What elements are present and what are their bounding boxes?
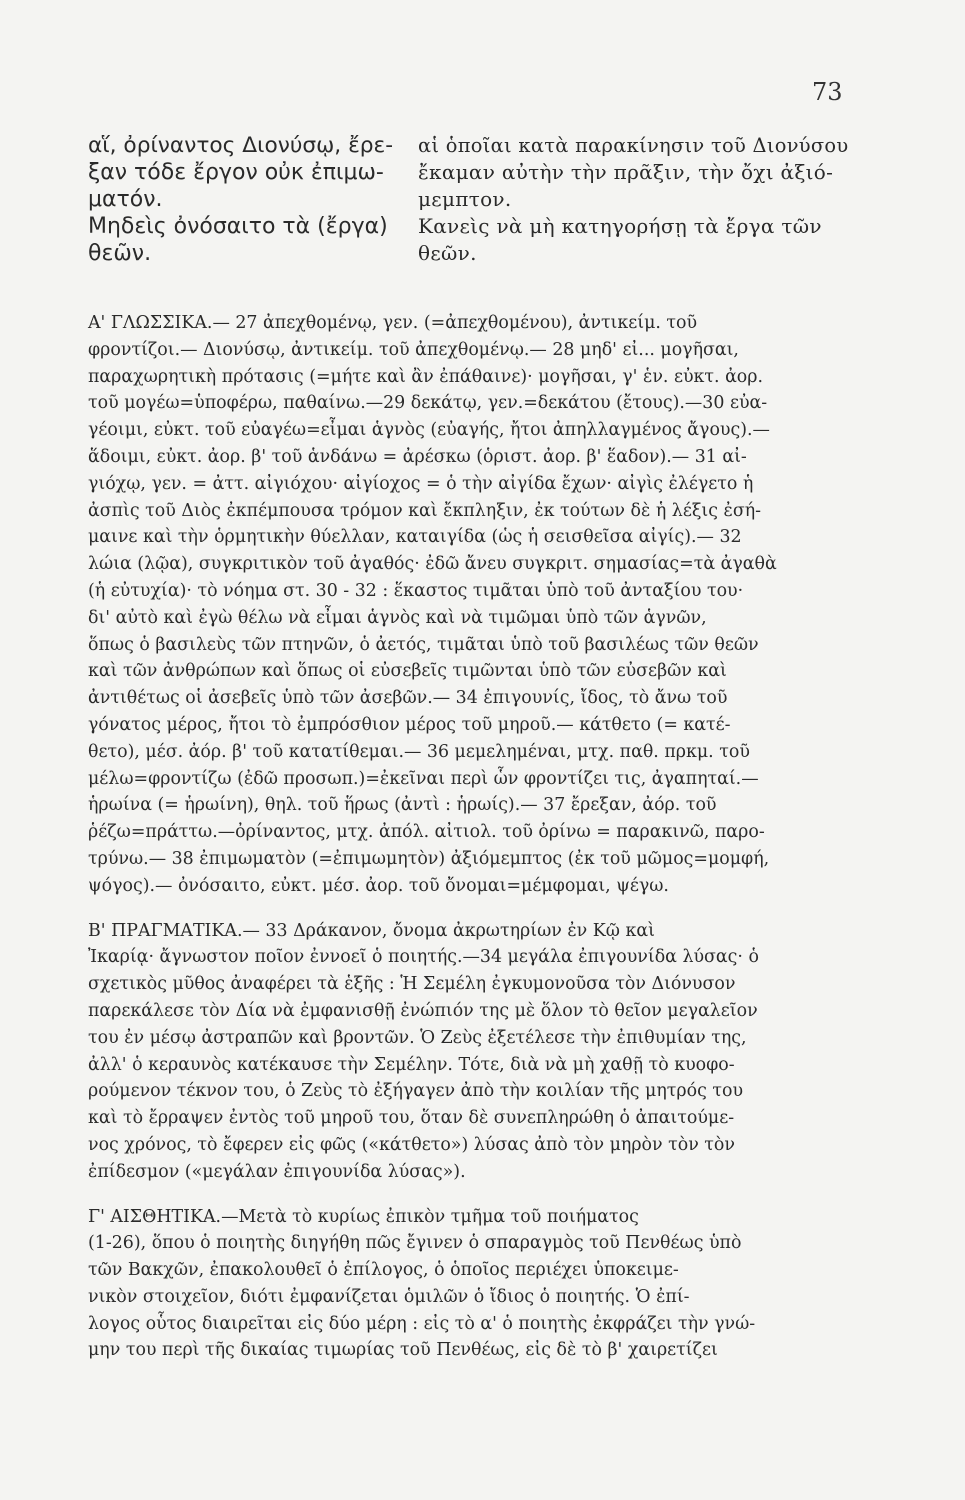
text-line: δι' αὐτὸ καὶ ἐγὼ θέλω νὰ εἶμαι ἁγνὸς καὶ νὰ τιμῶμαι ὑπὸ τῶν ἁγνῶν, <box>88 607 707 628</box>
text-line: μην του περὶ τῆς δικαίας τιμωρίας τοῦ Πενθέως, εἰς δὲ τὸ β' χαιρετίζει <box>88 1340 718 1361</box>
text-line: ῥέζω=πράττω.—ὀρίναντος, μτχ. ἀπόλ. αἰτιολ. τοῦ ὀρίνω = παρακινῶ, παρο- <box>88 822 765 843</box>
translation-line: Κανεὶς νὰ μὴ κατηγορήσῃ τὰ ἔργα τῶν <box>418 214 822 238</box>
text-line: τοῦ μογέω=ὑποφέρω, παθαίνω.—29 δεκάτῳ, γεν.=δεκάτου (ἔτους).—30 εὐα- <box>88 393 768 414</box>
section-factual <box>88 918 853 1186</box>
verse-line: θεῶν. <box>88 241 152 266</box>
text-line: ἀσπὶς τοῦ Διὸς ἐκπέμπουσα τρόμον καὶ ἔκπληξιν, ἐκ τούτων δὲ ἡ λέξις ἐσή- <box>88 500 762 521</box>
text-line: μέλω=φροντίζω (ἐδῶ προσωπ.)=ἐκεῖναι περὶ ὧν φροντίζει τις, ἀγαπηταί.— <box>88 768 759 789</box>
verse-line: Μηδεὶς ὀνόσαιτο τὰ (ἔργα) <box>88 214 388 239</box>
section-linguistic <box>88 310 853 900</box>
text-line: παραχωρητικὴ πρότασις (=μήτε καὶ ἂν ἐπάθαινε)· μογῆσαι, γ' ἑν. εὐκτ. ἀορ. <box>88 366 764 387</box>
text-line: Β' ΠΡΑΓΜΑΤΙΚΑ.— 33 Δράκανον, ὄνομα ἀκρωτηρίων ἐν Κῷ καὶ <box>88 920 655 941</box>
text-line: γιόχῳ, γεν. = ἀττ. αἰγιόχου· αἰγίοχος = ὁ τὴν αἰγίδα ἔχων· αἰγὶς ἐλέγετο ἡ <box>88 473 754 494</box>
verse-line: αἵ, ὀρίναντος Διονύσῳ, ἔρε- <box>88 133 394 158</box>
text-line: ψόγος).— ὀνόσαιτο, εὐκτ. μέσ. ἀορ. τοῦ ὄνομαι=μέμφομαι, ψέγω. <box>88 875 669 896</box>
text-line: ἡρωίνα (= ἡρωίνη), θηλ. τοῦ ἥρως (ἀντὶ : ἡρωίς).— 37 ἔρεξαν, ἀόρ. τοῦ <box>88 795 717 816</box>
verse-line: ξαν τόδε ἔργον οὐκ ἐπιμω- <box>88 160 384 185</box>
text-line: μαινε καὶ τὴν ὁρμητικὴν θύελλαν, καταιγίδα (ὡς ἡ σεισθεῖσα αἰγίς).— 32 <box>88 527 742 548</box>
text-line: (1-26), ὅπου ὁ ποιητὴς διηγήθη πῶς ἔγινεν ὁ σπαραγμὸς τοῦ Πενθέως ὑπὸ <box>88 1233 742 1254</box>
text-line: νικὸν στοιχεῖον, διότι ἐμφανίζεται ὁμιλῶν ὁ ἴδιος ὁ ποιητής. Ὁ ἐπί- <box>88 1286 690 1307</box>
text-line: γόνατος μέρος, ἤτοι τὸ ἐμπρόσθιον μέρος τοῦ μηροῦ.— κάτθετο (= κατέ- <box>88 714 731 735</box>
text-line: τρύνω.— 38 ἐπιμωματὸν (=ἐπιμωμητὸν) ἀξιόμεμπτος (ἐκ τοῦ μῶμος=μομφή, <box>88 848 770 869</box>
text-line: λώια (λῷα), συγκριτικὸν τοῦ ἀγαθός· ἐδῶ ἄνευ συγκριτ. σημασίας=τὰ ἀγαθὰ <box>88 554 777 575</box>
text-line: καὶ τὸ ἔρραψεν ἐντὸς τοῦ μηροῦ του, ὅταν δὲ συνεπληρώθη ὁ ἀπαιτούμε- <box>88 1108 735 1129</box>
translation-line: μεμπτον. <box>418 187 512 211</box>
text-line: ὅπως ὁ βασιλεὺς τῶν πτηνῶν, ὁ ἀετός, τιμᾶται ὑπὸ τοῦ βασιλέως τῶν θεῶν <box>88 634 759 655</box>
text-line: (ἡ εὐτυχία)· τὸ νόημα στ. 30 - 32 : ἕκαστος τιμᾶται ὑπὸ τοῦ ἀνταξίου του· <box>88 580 744 601</box>
text-line: σχετικὸς μῦθος ἀναφέρει τὰ ἑξῆς : Ἡ Σεμέλη ἐγκυμονοῦσα τὸν Διόνυσον <box>88 974 736 995</box>
text-line: του ἐν μέσῳ ἀστραπῶν καὶ βροντῶν. Ὁ Ζεὺς ἐξετέλεσε τὴν ἐπιθυμίαν της, <box>88 1027 747 1048</box>
translation-line: θεῶν. <box>418 241 477 265</box>
text-line: Γ' ΑΙΣΘΗΤΙΚΑ.—Μετὰ τὸ κυρίως ἐπικὸν τμῆμα τοῦ ποιήματος <box>88 1206 639 1227</box>
text-line: Ἰκαρίᾳ· ἄγνωστον ποῖον ἐννοεῖ ὁ ποιητής.—34 μεγάλα ἐπιγουνίδα λύσας· ὁ <box>88 947 759 968</box>
section-aesthetic <box>88 1204 853 1365</box>
text-line: λογος οὗτος διαιρεῖται εἰς δύο μέρη : εἰς τὸ α' ὁ ποιητὴς ἐκφράζει τὴν γνώ- <box>88 1313 756 1334</box>
translation-line: ἔκαμαν αὐτὴν τὴν πρᾶξιν, τὴν ὄχι ἀξιό- <box>418 160 834 184</box>
text-line: Α' ΓΛΩΣΣΙΚΑ.— 27 ἀπεχθομένῳ, γεν. (=ἀπεχθομένου), ἀντικείμ. τοῦ <box>88 313 698 333</box>
text-line: νος χρόνος, τὸ ἔφερεν εἰς φῶς («κάτθετο») λύσας ἀπὸ τὸν μηρὸν τὸν τὸν <box>88 1134 735 1155</box>
translation-line: αἱ ὁποῖαι κατὰ παρακίνησιν τοῦ Διονύσου <box>418 134 849 157</box>
text-line: τῶν Βακχῶν, ἐπακολουθεῖ ὁ ἐπίλογος, ὁ ὁποῖος περιέχει ὑποκειμε- <box>88 1260 679 1281</box>
text-line: καὶ τῶν ἀνθρώπων καὶ ὅπως οἱ εὐσεβεῖς τιμῶνται ὑπὸ τῶν εὐσεβῶν καὶ <box>88 661 727 682</box>
text-line: ἐπίδεσμον («μεγάλαν ἐπιγουνίδα λύσας»). <box>88 1161 466 1182</box>
text-line: ρούμενον τέκνον του, ὁ Ζεὺς τὸ ἐξήγαγεν ἀπὸ τὴν κοιλίαν τῆς μητρός του <box>88 1081 744 1102</box>
text-line: θετο), μέσ. ἀόρ. β' τοῦ κατατίθεμαι.— 36 μεμελημέναι, μτχ. παθ. πρκμ. τοῦ <box>88 741 750 762</box>
text-line: ἀλλ' ὁ κεραυνὸς κατέκαυσε τὴν Σεμέλην. Τότε, διὰ νὰ μὴ χαθῇ τὸ κυοφο- <box>88 1054 735 1075</box>
text-line: γέοιμι, εὐκτ. τοῦ εὐαγέω=εἶμαι ἁγνὸς (εὐαγής, ἤτοι ἀπηλλαγμένος ἄγους).— <box>88 420 770 441</box>
text-line: παρεκάλεσε τὸν Δία νὰ ἐμφανισθῇ ἐνώπιόν της μὲ ὅλον τὸ θεῖον μεγαλεῖον <box>88 1000 758 1021</box>
commentary <box>88 310 853 1364</box>
verse-translation-column <box>418 132 848 267</box>
text-line: φροντίζοι.— Διονύσῳ, ἀντικείμ. τοῦ ἀπεχθομένῳ.— 28 μηδ' εἰ... μογῆσαι, <box>88 339 739 360</box>
text-line: ἅδοιμι, εὐκτ. ἀορ. β' τοῦ ἁνδάνω = ἀρέσκω (ὁριστ. ἀορ. β' ἕαδον).— 31 αἰ- <box>88 446 747 467</box>
page-number: 73 <box>812 78 843 106</box>
verse-line: ματόν. <box>88 187 163 212</box>
verse-original-column <box>88 132 393 267</box>
text-line: ἀντιθέτως οἱ ἀσεβεῖς ὑπὸ τῶν ἀσεβῶν.— 34 ἐπιγουνίς, ἴδος, τὸ ἄνω τοῦ <box>88 688 728 709</box>
